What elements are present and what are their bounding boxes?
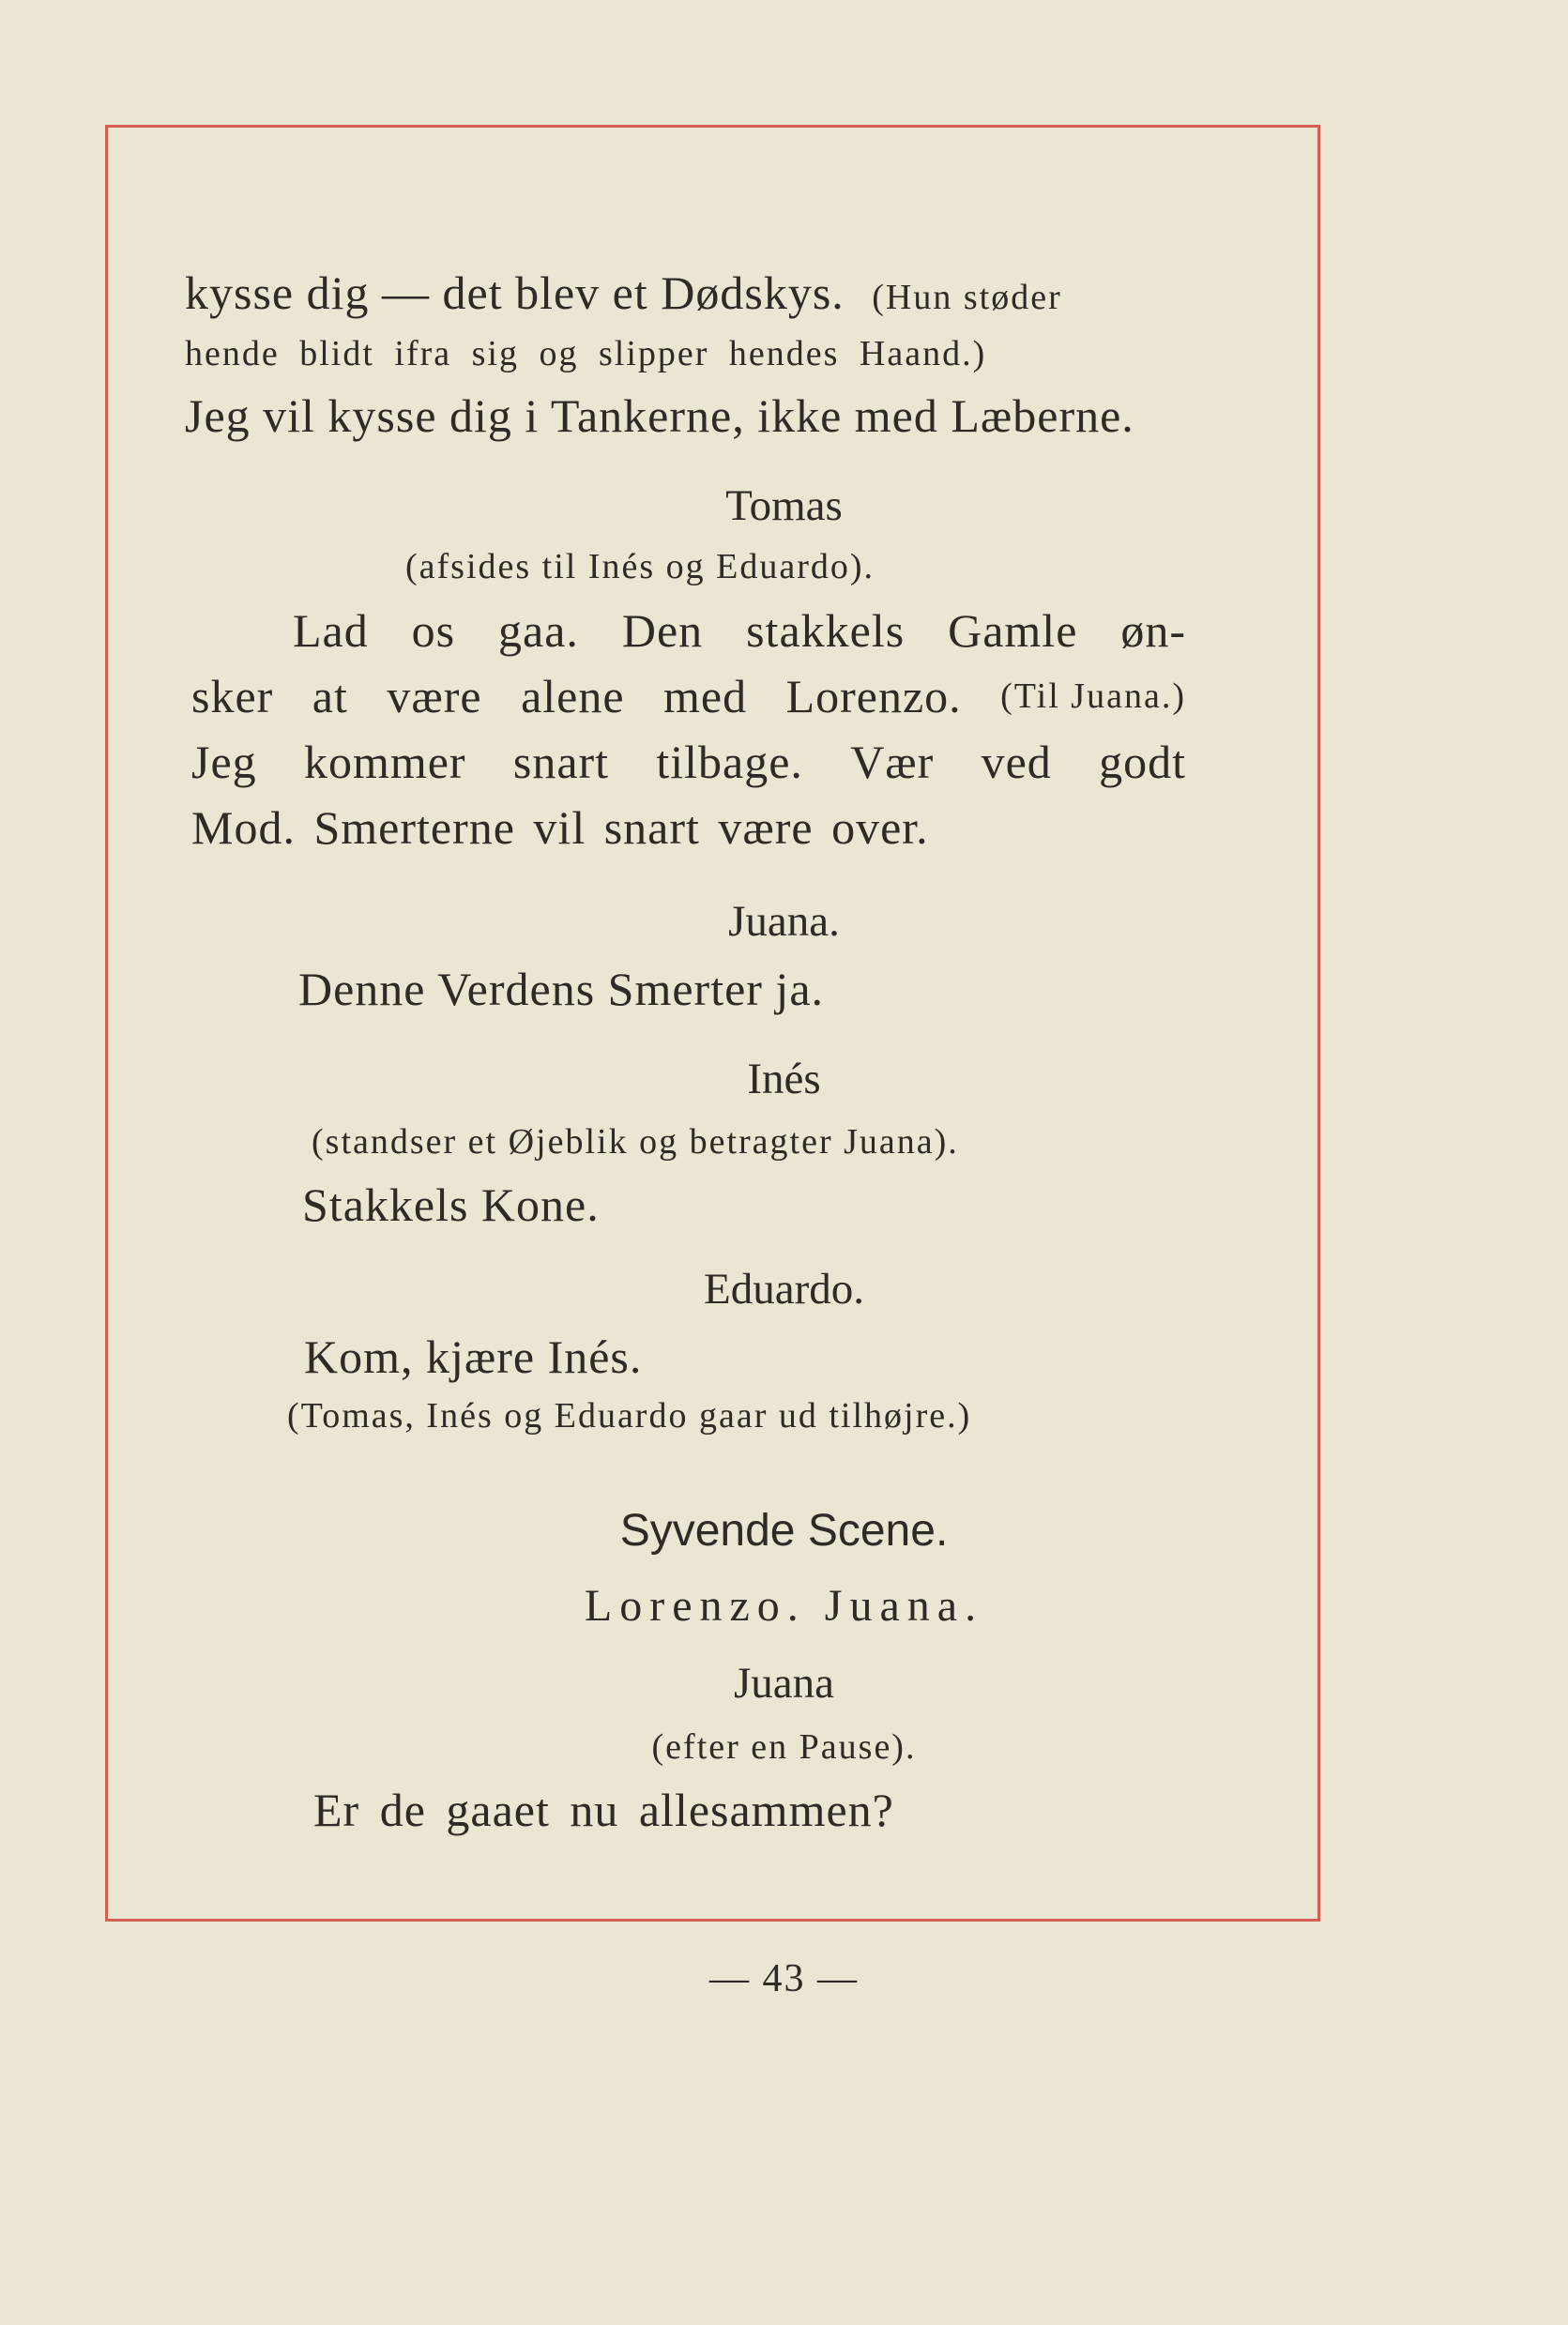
word: stakkels: [746, 604, 906, 657]
word: os: [411, 604, 456, 657]
word: sker: [191, 670, 274, 722]
text-line: [191, 735, 1186, 789]
text-line: [293, 603, 1186, 658]
word: være: [387, 670, 482, 722]
word: godt: [1099, 736, 1186, 788]
stage-direction: (Hun støder: [872, 278, 1062, 317]
text-line: Stakkels Kone.: [302, 1178, 600, 1231]
text-line: Mod. Smerterne vil snart være over.: [191, 801, 929, 854]
word: øn-: [1120, 604, 1186, 657]
stage-direction: (efter en Pause).: [651, 1727, 917, 1767]
word: gaa.: [498, 604, 579, 657]
word: alene: [521, 670, 625, 722]
scene-title: Syvende Scene.: [619, 1506, 949, 1556]
word: Gamle: [948, 604, 1078, 657]
word: ved: [981, 736, 1052, 788]
text-line: Er de gaaet nu allesammen?: [313, 1784, 894, 1836]
stage-direction: (Til Juana.): [1000, 676, 1186, 716]
word: med: [663, 670, 748, 722]
text-line: Kom, kjære Inés.: [304, 1330, 643, 1383]
stage-direction: (standser et Øjeblik og betragter Juana).: [312, 1122, 959, 1162]
word: at: [312, 670, 348, 722]
speaker-name: Inés: [747, 1055, 821, 1103]
word: tilbage.: [656, 736, 803, 788]
text-line: [191, 669, 1186, 723]
word: Jeg: [191, 736, 257, 788]
word: Lad: [293, 604, 369, 657]
text-line: [185, 266, 1062, 320]
stage-direction: (afsides til Inés og Eduardo).: [405, 547, 875, 586]
text-line: Denne Verdens Smerter ja.: [298, 963, 825, 1015]
speaker-name: Juana: [733, 1659, 834, 1708]
scene-cast: Lorenzo. Juana.: [584, 1581, 984, 1631]
word: Den: [621, 604, 704, 657]
stage-direction: (Tomas, Inés og Eduardo gaar ud tilhøjre.): [287, 1396, 972, 1436]
page-number: — 43 —: [709, 1957, 859, 2000]
speaker-name: Eduardo.: [704, 1265, 864, 1314]
speaker-name: Tomas: [725, 481, 843, 530]
word: kommer: [303, 736, 466, 788]
text-segment: kysse dig — det blev et Dødskys.: [185, 266, 845, 319]
stage-direction: hende blidt ifra sig og slipper hendes Haand.): [185, 334, 987, 373]
word: Lorenzo.: [785, 670, 962, 722]
word: Vær: [850, 736, 935, 788]
word: snart: [512, 736, 610, 788]
speaker-name: Juana.: [728, 897, 840, 946]
text-line: Jeg vil kysse dig i Tankerne, ikke med Læberne.: [185, 389, 1134, 442]
